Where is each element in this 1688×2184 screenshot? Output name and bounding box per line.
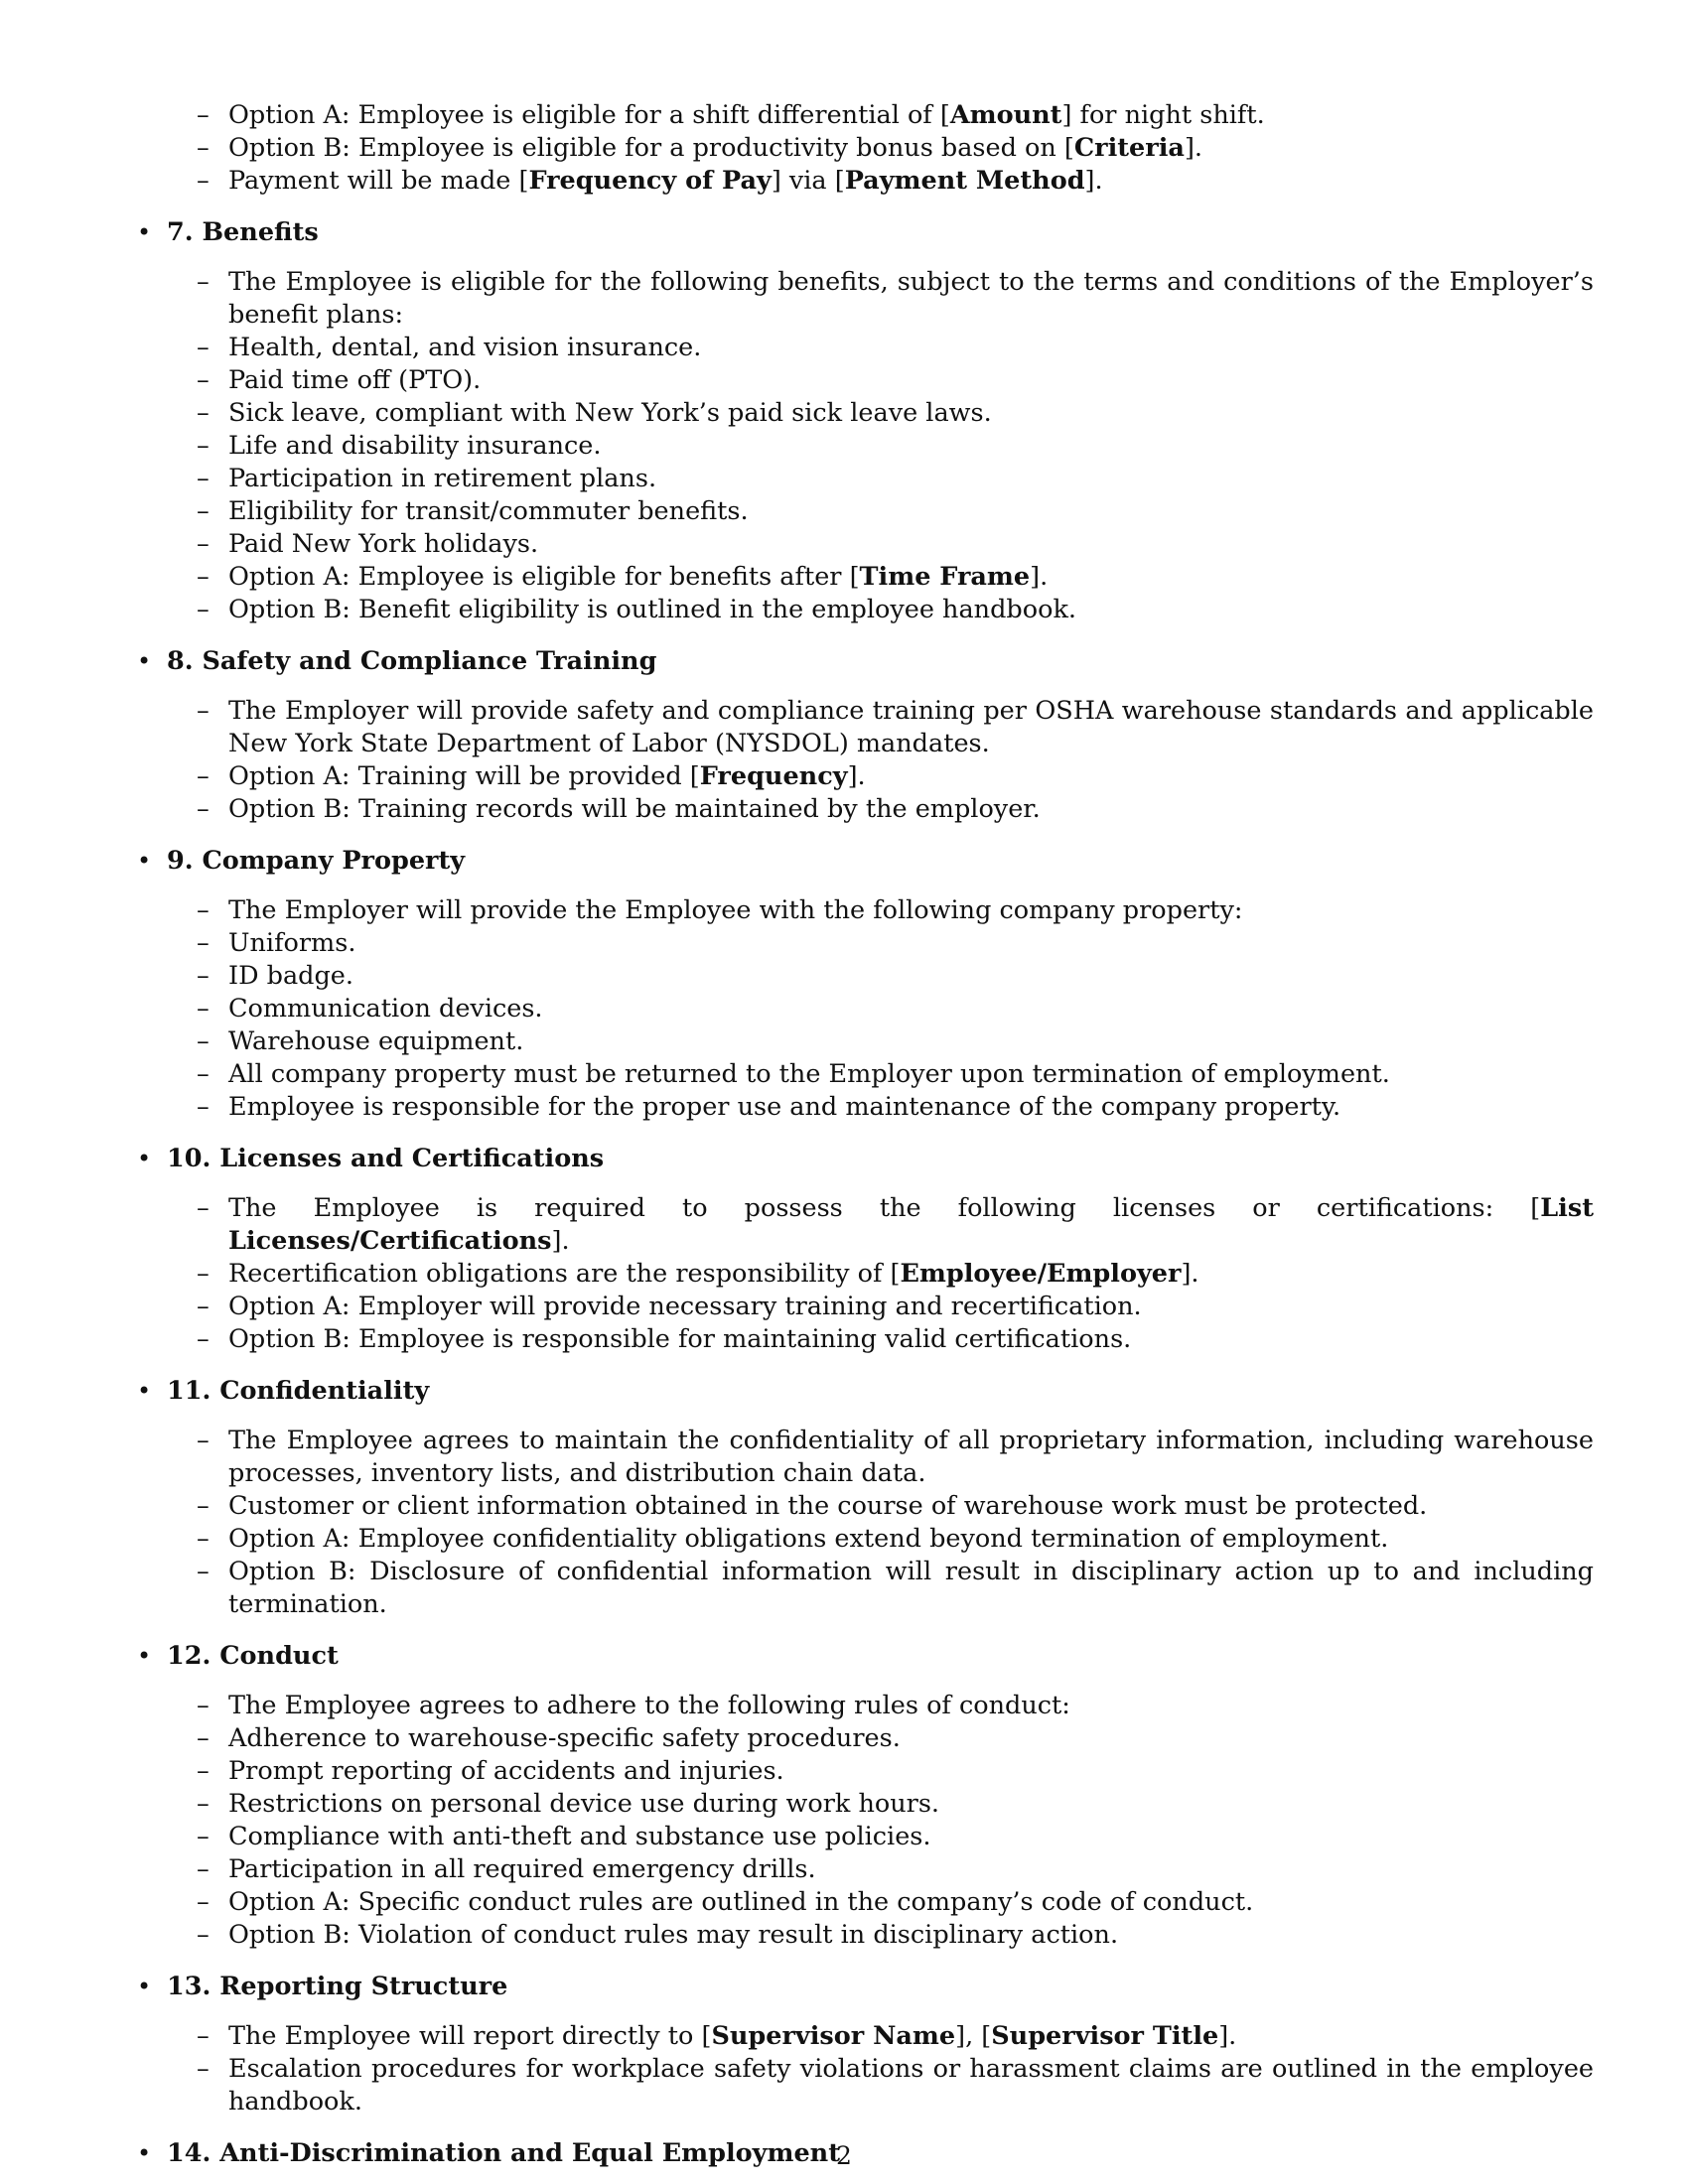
dash-bullet: – [197, 398, 210, 428]
list-item [167, 760, 1688, 793]
item-text: ]. [551, 1226, 570, 1256]
item-text: ]. [1181, 1259, 1199, 1289]
item-text: Option B: Benefit eligibility is outlined in the employee handbook. [228, 595, 1077, 624]
item-text: Option B: Employee is responsible for maintaining valid certifications. [228, 1324, 1132, 1354]
item-text: The Employer will provide the Employee with the following company property: [228, 895, 1243, 925]
item-text: ID badge. [228, 961, 353, 991]
dash-bullet: – [197, 496, 210, 526]
list-item [167, 332, 1688, 364]
bullet-icon: • [137, 2139, 152, 2167]
item-text: Option B: Training records will be maintained by the employer. [228, 794, 1041, 824]
section-items [167, 1192, 1688, 1356]
dash-bullet: – [197, 994, 210, 1024]
list-item [167, 793, 1688, 826]
item-text: Adherence to warehouse-specific safety procedures. [228, 1723, 901, 1753]
item-text: Prompt reporting of accidents and injuries. [228, 1756, 784, 1786]
list-item [167, 430, 1688, 463]
dash-bullet: – [197, 1193, 210, 1223]
list-item [167, 1091, 1688, 1124]
dash-bullet: – [197, 1426, 210, 1455]
item-text: Paid time off (PTO). [228, 365, 482, 395]
list-item [167, 1919, 1688, 1952]
dash-bullet: – [197, 794, 210, 824]
list-item [167, 1722, 1688, 1755]
item-text: Participation in retirement plans. [228, 464, 657, 493]
dash-bullet: – [197, 1324, 210, 1354]
section-title: 8. Safety and Compliance Training [167, 646, 657, 676]
dash-bullet: – [197, 1691, 210, 1720]
list-item [167, 1523, 1688, 1556]
page-number: 2 [836, 2141, 852, 2170]
dash-bullet: – [197, 431, 210, 461]
item-text: Paid New York holidays. [228, 529, 539, 559]
dash-bullet: – [197, 1557, 210, 1586]
list-item [167, 2020, 1688, 2053]
dash-bullet: – [197, 1491, 210, 1521]
item-text: ]. [1218, 2021, 1237, 2051]
dash-bullet: – [197, 333, 210, 362]
item-text: Restrictions on personal device use during work hours. [228, 1789, 940, 1819]
section-title: 11. Confidentiality [167, 1376, 430, 1406]
placeholder-field: Employee/Employer [900, 1259, 1182, 1289]
item-text: Option B: Employee is eligible for a productivity bonus based on [ [228, 133, 1074, 163]
item-text: Sick leave, compliant with New York’s paid sick leave laws. [228, 398, 992, 428]
section-items [167, 1425, 1688, 1621]
section-items [167, 894, 1688, 1124]
section-title: 7. Benefits [167, 217, 319, 247]
dash-bullet: – [197, 1292, 210, 1321]
item-text: Option B: Disclosure of confidential information will result in disciplinary action up to and including termination. [228, 1557, 1594, 1619]
section-items [167, 695, 1688, 826]
list-item [167, 1192, 1688, 1258]
dash-bullet: – [197, 1092, 210, 1122]
list-item [167, 960, 1688, 993]
dash-bullet: – [197, 1854, 210, 1884]
item-text: Payment will be made [ [228, 166, 529, 196]
item-text: The Employee agrees to adhere to the following rules of conduct: [228, 1691, 1070, 1720]
item-text: The Employee is eligible for the following benefits, subject to the terms and conditions of the Employer’s benefit plans: [228, 267, 1594, 330]
section-title: 12. Conduct [167, 1641, 339, 1671]
list-item [0, 99, 1688, 132]
list-item [167, 364, 1688, 397]
section [0, 1375, 1688, 1621]
item-text: Warehouse equipment. [228, 1026, 524, 1056]
dash-bullet: – [197, 133, 210, 163]
item-text: All company property must be returned to the Employer upon termination of employment. [228, 1059, 1390, 1089]
list-item [167, 1258, 1688, 1291]
item-text: The Employer will provide safety and compliance training per OSHA warehouse standards and applicable New York State Department of Labor (NYSDOL) mandates. [228, 696, 1594, 758]
dash-bullet: – [197, 365, 210, 395]
item-text: ]. [847, 761, 866, 791]
bullet-icon: • [137, 218, 152, 246]
item-text: Option B: Violation of conduct rules may result in disciplinary action. [228, 1920, 1119, 1950]
placeholder-field: Criteria [1073, 133, 1185, 163]
dash-bullet: – [197, 529, 210, 559]
item-text: Option A: Employee is eligible for benefits after [ [228, 562, 860, 592]
section-title: 10. Licenses and Certifications [167, 1144, 605, 1173]
placeholder-field: Amount [949, 100, 1062, 130]
section-items [167, 1690, 1688, 1952]
item-text: Participation in all required emergency drills. [228, 1854, 816, 1884]
item-text: Health, dental, and vision insurance. [228, 333, 702, 362]
item-text: ]. [1030, 562, 1049, 592]
dash-bullet: – [197, 961, 210, 991]
list-item [167, 495, 1688, 528]
item-text: Escalation procedures for workplace safety violations or harassment claims are outlined in the employee handbook. [228, 2054, 1594, 2116]
section-items [167, 2020, 1688, 2118]
section-title: 13. Reporting Structure [167, 1972, 508, 2001]
item-text: ], [ [955, 2021, 992, 2051]
item-text: Communication devices. [228, 994, 543, 1024]
section-title: 9. Company Property [167, 846, 466, 876]
dash-bullet: – [197, 1524, 210, 1554]
dash-bullet: – [197, 928, 210, 958]
item-text: Customer or client information obtained in the course of warehouse work must be protected. [228, 1491, 1428, 1521]
dash-bullet: – [197, 166, 210, 196]
item-text: Eligibility for transit/commuter benefits. [228, 496, 749, 526]
item-text: The Employee agrees to maintain the confidentiality of all proprietary information, including warehouse processes, inventory lists, and distribution chain data. [228, 1426, 1594, 1488]
dash-bullet: – [197, 696, 210, 726]
list-item [167, 528, 1688, 561]
item-text: ]. [1084, 166, 1103, 196]
item-text: Option A: Employee confidentiality obligations extend beyond termination of employment. [228, 1524, 1389, 1554]
list-item [167, 993, 1688, 1025]
section-items [167, 266, 1688, 626]
dash-bullet: – [197, 595, 210, 624]
item-text: The Employee will report directly to [ [228, 2021, 712, 2051]
dash-bullet: – [197, 1756, 210, 1786]
bullet-icon: • [137, 1377, 152, 1405]
placeholder-field: Supervisor Name [711, 2021, 956, 2051]
dash-bullet: – [197, 1887, 210, 1917]
dash-bullet: – [197, 1059, 210, 1089]
list-item [167, 1755, 1688, 1788]
item-text: Life and disability insurance. [228, 431, 602, 461]
item-text: ] for night shift. [1061, 100, 1265, 130]
placeholder-field: Supervisor Title [991, 2021, 1219, 2051]
list-item [167, 695, 1688, 760]
dash-bullet: – [197, 1822, 210, 1851]
bullet-icon: • [137, 1973, 152, 2000]
section [0, 1640, 1688, 1952]
list-item [167, 397, 1688, 430]
list-item [167, 1853, 1688, 1886]
item-text: Uniforms. [228, 928, 356, 958]
bullet-icon: • [137, 647, 152, 675]
item-text: Option A: Employer will provide necessary training and recertification. [228, 1292, 1142, 1321]
placeholder-field: Frequency of Pay [528, 166, 772, 196]
list-item [167, 1821, 1688, 1853]
continued-list [0, 99, 1688, 198]
list-item [167, 1058, 1688, 1091]
item-text: ]. [1184, 133, 1202, 163]
section-list [0, 216, 1688, 2170]
list-item [167, 894, 1688, 927]
section-title: 14. Anti-Discrimination and Equal Employment [167, 2138, 840, 2168]
dash-bullet: – [197, 761, 210, 791]
item-text: Option A: Specific conduct rules are outlined in the company’s code of conduct. [228, 1887, 1254, 1917]
placeholder-field: Payment Method [844, 166, 1085, 196]
dash-bullet: – [197, 1259, 210, 1289]
dash-bullet: – [197, 1723, 210, 1753]
list-item [0, 132, 1688, 165]
dash-bullet: – [197, 562, 210, 592]
list-item [167, 1025, 1688, 1058]
list-item [167, 2053, 1688, 2118]
dash-bullet: – [197, 895, 210, 925]
dash-bullet: – [197, 1789, 210, 1819]
list-item [167, 594, 1688, 626]
bullet-icon: • [137, 1145, 152, 1172]
section [0, 216, 1688, 626]
dash-bullet: – [197, 2021, 210, 2051]
item-text: ] via [ [771, 166, 845, 196]
list-item [167, 1788, 1688, 1821]
list-item [167, 927, 1688, 960]
placeholder-field: Frequency [699, 761, 848, 791]
dash-bullet: – [197, 100, 210, 130]
section [0, 845, 1688, 1124]
list-item [167, 1490, 1688, 1523]
section [0, 1143, 1688, 1356]
dash-bullet: – [197, 2054, 210, 2084]
document-page [0, 99, 1688, 2170]
list-item [167, 1291, 1688, 1323]
list-item [0, 165, 1688, 198]
list-item [167, 1323, 1688, 1356]
bullet-icon: • [137, 847, 152, 875]
list-item [167, 1886, 1688, 1919]
item-text: Option A: Training will be provided [ [228, 761, 700, 791]
item-text: Employee is responsible for the proper use and maintenance of the company property. [228, 1092, 1341, 1122]
list-item [167, 463, 1688, 495]
dash-bullet: – [197, 1920, 210, 1950]
item-text: Option A: Employee is eligible for a shift differential of [ [228, 100, 950, 130]
dash-bullet: – [197, 267, 210, 297]
list-item [167, 561, 1688, 594]
list-item [167, 1425, 1688, 1490]
bullet-icon: • [137, 1642, 152, 1670]
list-item [167, 266, 1688, 332]
list-item [167, 1556, 1688, 1621]
placeholder-field: Time Frame [859, 562, 1031, 592]
dash-bullet: – [197, 1026, 210, 1056]
dash-bullet: – [197, 464, 210, 493]
placeholder-field: List Licenses/Certifications [228, 1193, 1594, 1256]
section [0, 645, 1688, 826]
item-text: Compliance with anti-theft and substance use policies. [228, 1822, 931, 1851]
list-item [167, 1690, 1688, 1722]
item-text: The Employee is required to possess the following licenses or certifications: [ [228, 1193, 1541, 1223]
item-text: Recertification obligations are the responsibility of [ [228, 1259, 901, 1289]
section [0, 1971, 1688, 2118]
